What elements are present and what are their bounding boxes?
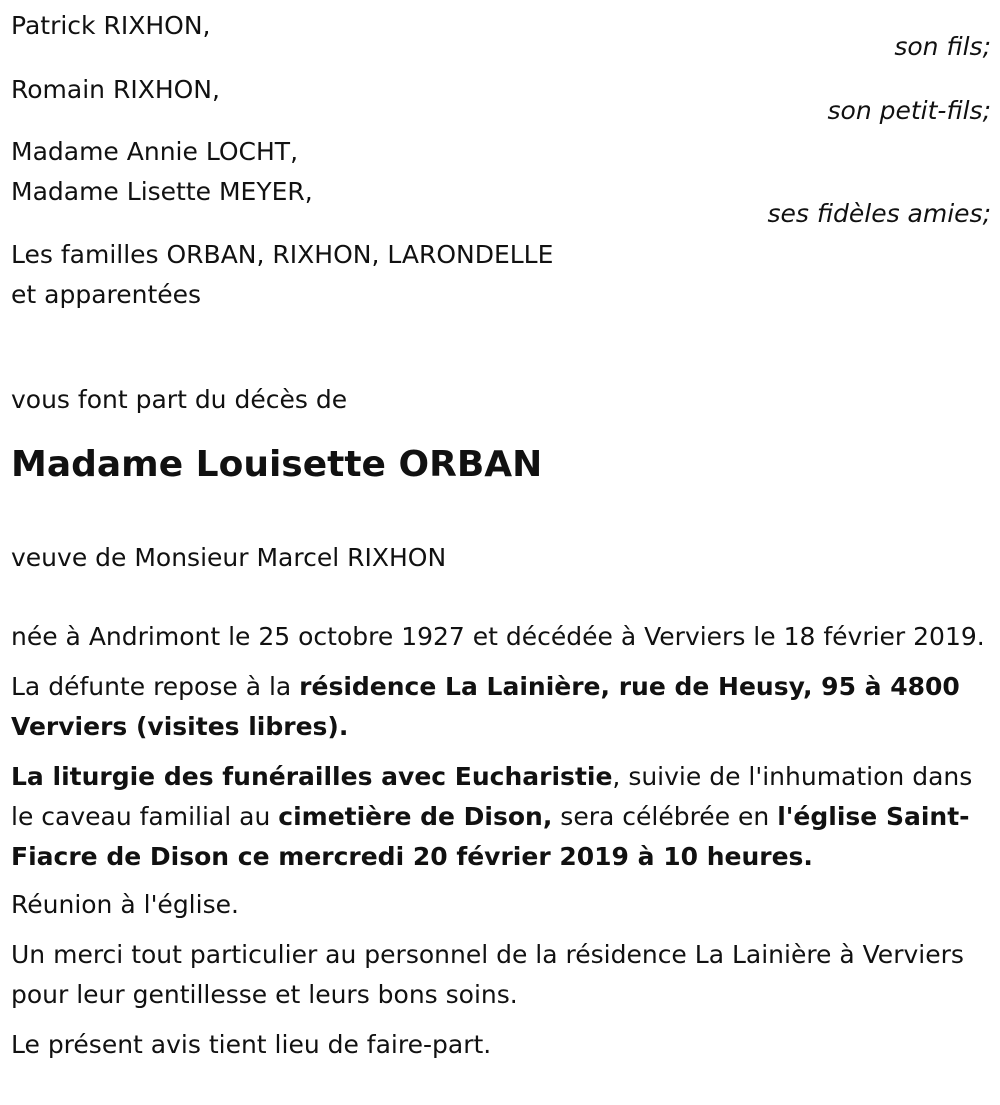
announcer-name: Les familles ORBAN, RIXHON, LARONDELLE <box>11 240 554 269</box>
church-date: l'église Saint-Fiacre de Dison ce mercredi 20 février 2019 à 10 heures. <box>11 802 970 871</box>
notice-text: Le présent avis tient lieu de faire-part. <box>11 1030 492 1059</box>
liturgy-text <box>11 757 989 877</box>
deceased-name: Madame Louisette ORBAN <box>11 444 543 485</box>
birth-death-text: née à Andrimont le 25 octobre 1927 et décédée à Verviers le 18 février 2019. <box>11 622 985 651</box>
announcer-name: Romain RIXHON, <box>11 75 220 104</box>
announcer-name: Madame Annie LOCHT, <box>11 137 299 166</box>
obituary-notice <box>11 6 989 1065</box>
announcer-grandson <box>11 70 989 132</box>
announcer-role: son petit-fils; <box>827 96 991 125</box>
liturgy-detail-2: sera célébrée en <box>552 802 778 831</box>
announcer-name: Patrick RIXHON, <box>11 11 211 40</box>
announcer-son <box>11 6 989 70</box>
liturgy-title: La liturgie des funérailles avec Eucharistie <box>11 762 613 791</box>
thanks-text: Un merci tout particulier au personnel de la résidence La Lainière à Verviers pour leur gentillesse et leurs bons soins. <box>11 940 964 1009</box>
liturgy-detail: , suivie de l'inhumation dans le caveau familial au <box>11 762 973 831</box>
announcer-friends <box>11 132 989 235</box>
repose-prefix: La défunte repose à la <box>11 672 300 701</box>
widow-of-text: veuve de Monsieur Marcel RIXHON <box>11 543 447 572</box>
announcer-families <box>11 235 989 380</box>
intro-text: vous font part du décès de <box>11 385 348 414</box>
repose-place: résidence La Lainière, rue de Heusy, 95 à 4800 Verviers (visites libres). <box>11 672 960 741</box>
announcer-role: ses fidèles amies; <box>767 199 991 228</box>
announcer-name: Madame Lisette MEYER, <box>11 177 313 206</box>
reunion-text: Réunion à l'église. <box>11 890 239 919</box>
cemetery-name: cimetière de Dison, <box>278 802 553 831</box>
announcer-name: et apparentées <box>11 280 202 309</box>
repose-text <box>11 667 989 747</box>
announcer-role: son fils; <box>894 32 991 61</box>
